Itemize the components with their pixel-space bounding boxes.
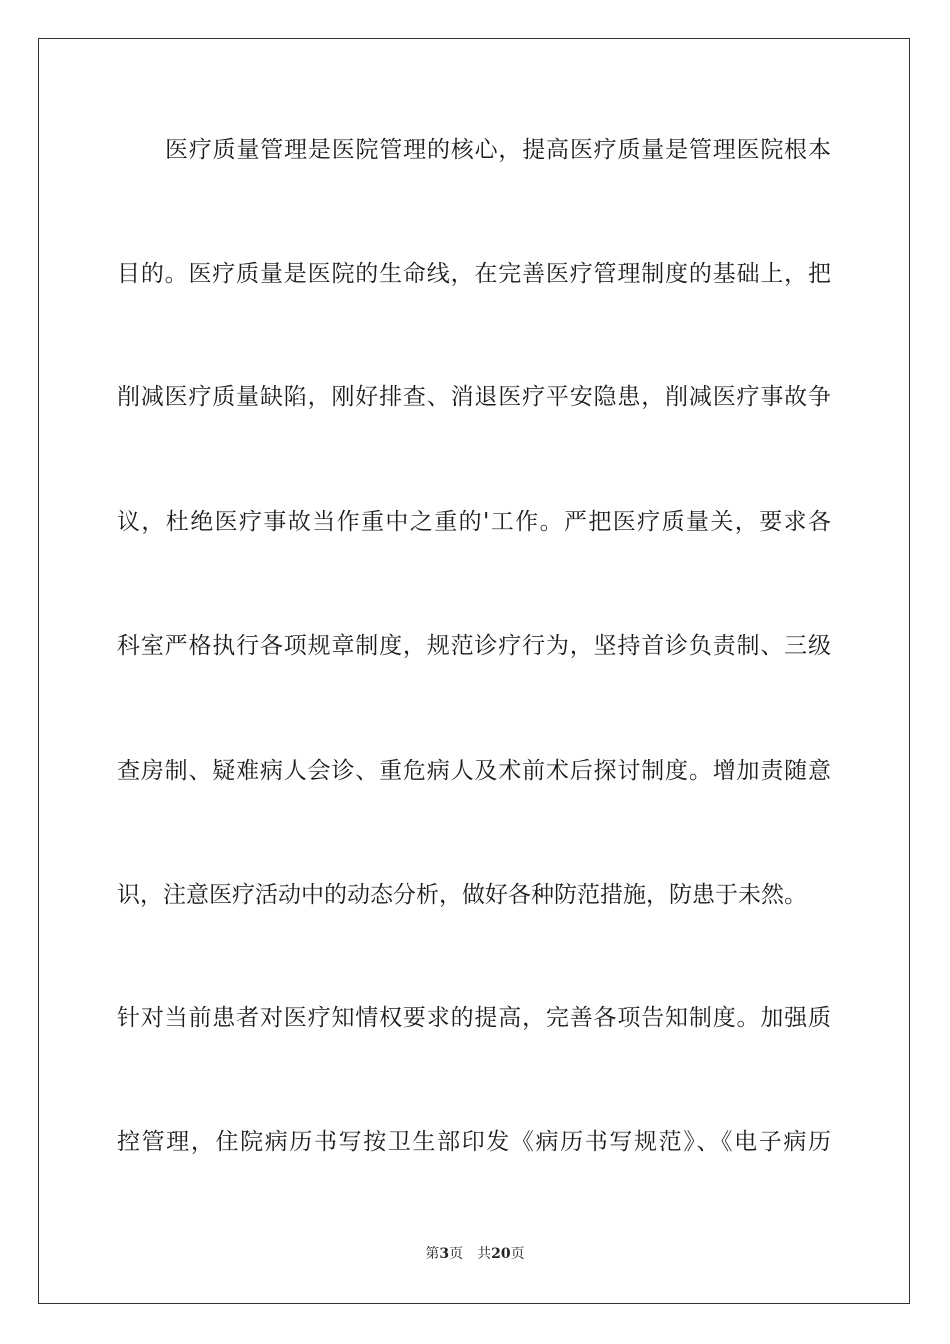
paragraph-line: 医疗质量管理是医院管理的核心，提高医疗质量是管理医院根本 [165, 137, 831, 163]
page-number: 3 [439, 1246, 450, 1262]
paragraph-line: 识，注意医疗活动中的动态分析，做好各种防范措施，防患于未然。 [117, 882, 807, 908]
paragraph-line: 议，杜绝医疗事故当作重中之重的'工作。严把医疗质量关，要求各 [117, 509, 831, 535]
paragraph-line: 目的。医疗质量是医院的生命线，在完善医疗管理制度的基础上，把 [117, 261, 831, 287]
paragraph-line: 削减医疗质量缺陷，刚好排查、消退医疗平安隐患，削减医疗事故争 [117, 384, 831, 410]
total-prefix: 共 [477, 1246, 492, 1262]
total-pages: 20 [491, 1246, 511, 1262]
page-prefix: 第 [425, 1246, 440, 1262]
total-suffix: 页 [510, 1246, 525, 1262]
paragraph-line: 查房制、疑难病人会诊、重危病人及术前术后探讨制度。增加责随意 [117, 758, 831, 784]
paragraph-line: 科室严格执行各项规章制度，规范诊疗行为，坚持首诊负责制、三级 [117, 633, 831, 659]
paragraph-line: 控管理，住院病历书写按卫生部印发《病历书写规范》、《电子病历 [117, 1129, 831, 1155]
paragraph-line: 针对当前患者对医疗知情权要求的提高，完善各项告知制度。加强质 [117, 1005, 831, 1031]
page-suffix: 页 [449, 1246, 464, 1262]
page-border [38, 38, 910, 1304]
page-footer [0, 1245, 950, 1263]
